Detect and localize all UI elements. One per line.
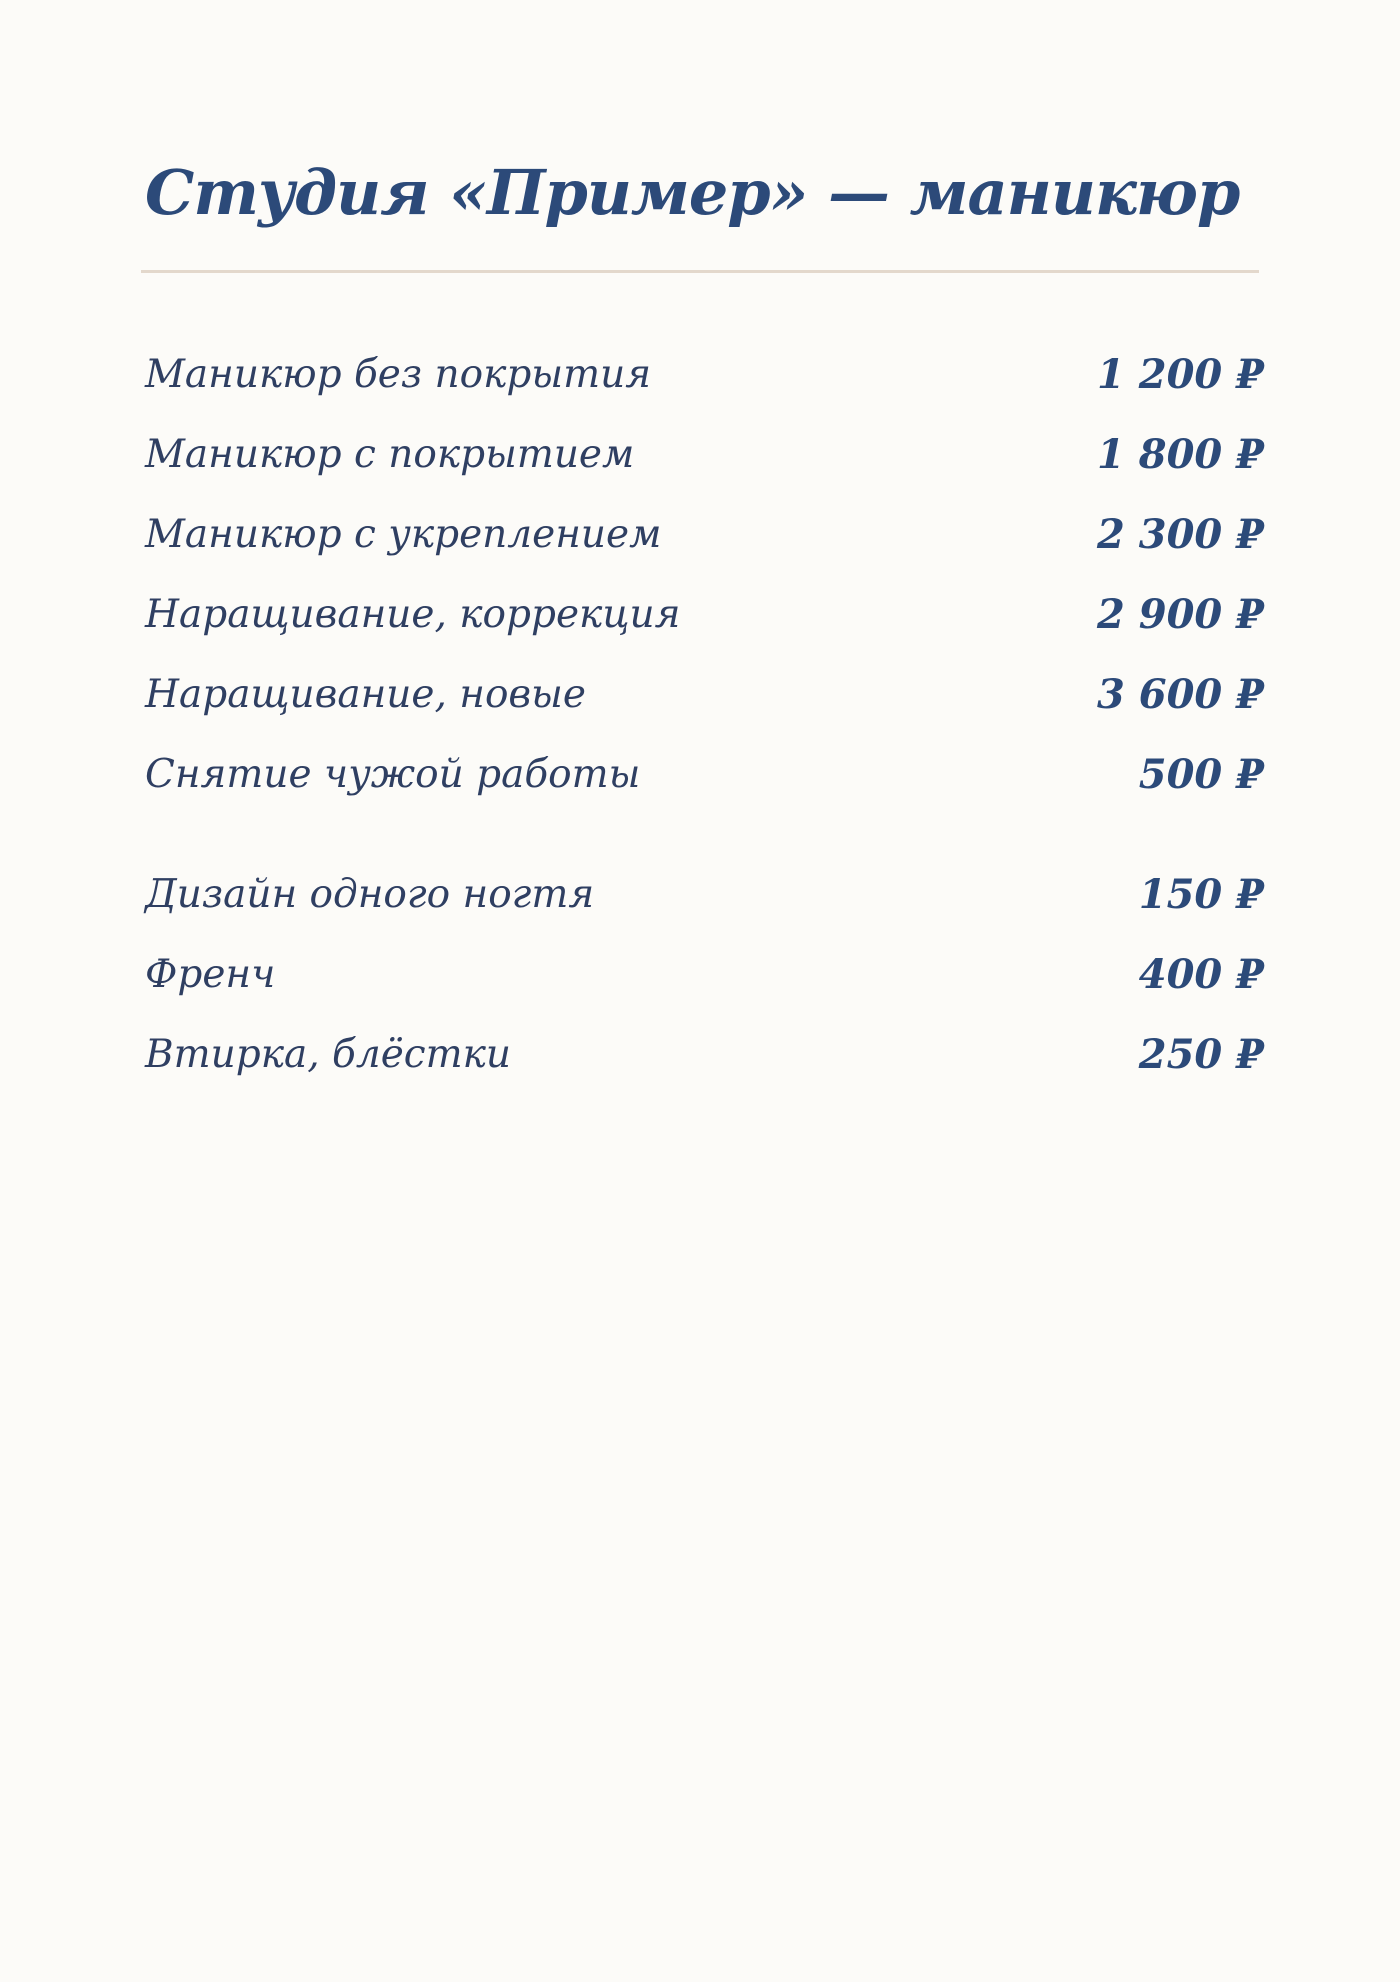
service-name: Френч [145,952,276,997]
service-price: 3 600 ₽ [1096,671,1264,718]
service-name: Втирка, блёстки [145,1032,512,1077]
service-price: 150 ₽ [1138,871,1264,918]
service-name: Маникюр без покрытия [145,352,652,397]
title-divider [141,270,1259,273]
price-item [145,1025,1264,1105]
price-item [145,945,1264,1025]
price-item [145,425,1264,505]
design-services-section [145,865,1264,1105]
page-title: Студия «Пример» — маникюр [145,156,1240,229]
price-item [145,345,1264,425]
price-item [145,585,1264,665]
service-name: Наращивание, новые [145,672,586,717]
service-price: 1 800 ₽ [1096,431,1264,478]
price-item [145,745,1264,825]
price-item [145,865,1264,945]
price-item [145,665,1264,745]
service-price: 400 ₽ [1138,951,1264,998]
service-name: Снятие чужой работы [145,752,641,797]
service-price: 250 ₽ [1138,1031,1264,1078]
service-name: Наращивание, коррекция [145,592,681,637]
service-name: Дизайн одного ногтя [145,872,595,917]
service-price: 500 ₽ [1138,751,1264,798]
service-name: Маникюр с укреплением [145,512,662,557]
service-name: Маникюр с покрытием [145,432,635,477]
price-item [145,505,1264,585]
service-price: 1 200 ₽ [1096,351,1264,398]
service-price: 2 900 ₽ [1096,591,1264,638]
main-services-section [145,345,1264,825]
service-price: 2 300 ₽ [1096,511,1264,558]
